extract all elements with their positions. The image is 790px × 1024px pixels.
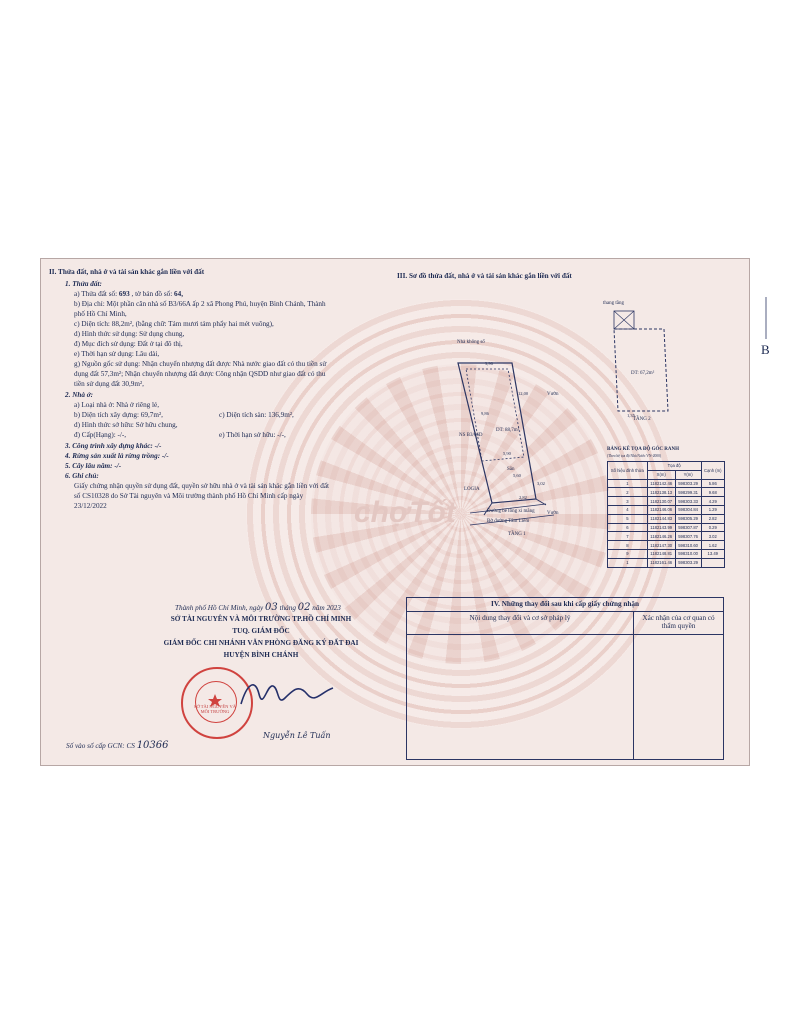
use-form: d) Hình thức sử dụng: Sử dụng chung, xyxy=(74,330,185,338)
dim-5: 3,02 xyxy=(537,481,545,486)
floor2-label: TẦNG 2 xyxy=(633,417,651,422)
coord-row xyxy=(608,523,725,532)
coord-cell: 3.02 xyxy=(701,532,724,541)
coord-row xyxy=(608,479,725,488)
loggia-label: LOGIA xyxy=(464,487,480,492)
coord-cell: 2.82 xyxy=(701,514,724,523)
garden-label-1: Vườn xyxy=(547,392,559,397)
origin-line-2: dụng đất 57,3m²; Nhận chuyển nhượng đất được Công nhận QSDD như giao đất có thu xyxy=(74,370,326,378)
coordinate-table xyxy=(607,461,725,568)
coord-cell: 1182144.83 xyxy=(647,514,675,523)
coord-cell: 1182130.07 xyxy=(647,497,675,506)
coord-cell: 598303.33 xyxy=(675,497,701,506)
section2-heading: II. Thửa đất, nhà ở và tài sản khác gắn liền với đất xyxy=(49,268,205,276)
coord-cell: 7 xyxy=(608,532,648,541)
signer-name: Nguyễn Lê Tuấn xyxy=(263,731,331,740)
coord-cell: 0.29 xyxy=(701,523,724,532)
north-label: B xyxy=(761,342,770,357)
coord-col-coord: Tọa độ xyxy=(647,462,701,471)
coord-cell: 1.29 xyxy=(701,505,724,514)
house-type: a) Loại nhà ở: Nhà ở riêng lẻ, xyxy=(74,401,160,409)
address-line-1: b) Địa chỉ: Một phần căn nhà số B3/66A ấp 2 xã Phong Phú, huyện Bình Chánh, Thành xyxy=(74,300,326,308)
tuq-title: TUQ. GIÁM ĐỐC xyxy=(232,627,290,635)
road-label-1: Đường bê tông xi măng xyxy=(487,509,535,514)
coord-row xyxy=(608,488,725,497)
neighbor-top: Nhà không số xyxy=(457,340,485,345)
coord-cell: 1182142.46 xyxy=(647,479,675,488)
coord-cell: 598299.31 xyxy=(675,488,701,497)
note-line-3: 23/12/2022 xyxy=(74,502,107,510)
origin-line-3: tiền sử dụng đất 30,9m², xyxy=(74,380,144,388)
coord-col-length: Cạnh (m) xyxy=(701,462,724,480)
stair-label: thang tầng xyxy=(603,301,624,306)
coord-row xyxy=(608,532,725,541)
district-name: HUYỆN BÌNH CHÁNH xyxy=(223,651,299,659)
neighbor-left: NS B3/66D xyxy=(459,433,483,438)
coord-row xyxy=(608,541,725,550)
coord-title: BẢNG KÊ TỌA ĐỘ GÓC RANH xyxy=(607,447,679,452)
coord-cell: 598310.60 xyxy=(675,541,701,550)
coord-col-y: Y(m) xyxy=(675,470,701,479)
coord-cell: 1 xyxy=(608,558,648,567)
coord-cell: 1 xyxy=(608,479,648,488)
floor1-label: TẦNG 1 xyxy=(508,532,526,537)
address-line-2: phố Hồ Chí Minh, xyxy=(74,310,127,318)
planted-forest: 4. Rừng sản xuất là rừng trồng: -/- xyxy=(65,452,169,460)
coord-cell: 4.29 xyxy=(701,497,724,506)
register-number: Số vào sổ cấp GCN: CS 10366 xyxy=(66,740,169,751)
coord-cell: 13.49 xyxy=(701,549,724,558)
coord-cell: 598303.29 xyxy=(675,479,701,488)
changes-table xyxy=(406,597,724,760)
origin-line-1: g) Nguồn gốc sử dụng: Nhận chuyển nhượng đất được Nhà nước giao đất có thu tiền sử xyxy=(74,360,327,368)
coord-cell: 1.62 xyxy=(701,541,724,550)
house-floor-area: c) Diện tích sàn: 136,9m², xyxy=(219,411,294,419)
dim-6: 2,82 xyxy=(519,495,527,500)
col-authority-confirm: Xác nhận của cơ quan có thẩm quyền xyxy=(634,612,724,635)
coord-row xyxy=(608,558,725,567)
note-line-1: Giấy chứng nhận quyền sử dụng đất, quyền sở hữu nhà ở và tài sản khác gắn liền với đất xyxy=(74,482,330,490)
other-works: 3. Công trình xây dựng khác: -/- xyxy=(65,442,162,450)
stamp-text: SỞ TÀI NGUYÊN VÀ MÔI TRƯỜNG xyxy=(194,704,236,714)
coord-cell: 3 xyxy=(608,497,648,506)
change-content-cell xyxy=(407,635,634,760)
coord-cell: 8 xyxy=(608,541,648,550)
coord-row xyxy=(608,505,725,514)
coord-row xyxy=(608,549,725,558)
coordinate-rows xyxy=(608,479,725,567)
signature-mark xyxy=(237,664,347,724)
coord-subtitle: (Theo hệ tọa độ Nhà Nước VN-2000) xyxy=(607,454,662,458)
coord-cell: 5.86 xyxy=(701,479,724,488)
dim-3: 5,90 xyxy=(503,451,511,456)
coord-cell: 5 xyxy=(608,514,648,523)
coord-cell: 1182146.06 xyxy=(647,505,675,514)
issue-date: Thành phố Hồ Chí Minh, ngày 03 tháng 02 năm 2023 xyxy=(175,602,341,613)
house-ownership: d) Hình thức sở hữu: Sở hữu chung, xyxy=(74,421,178,429)
coord-cell: 4 xyxy=(608,505,648,514)
coord-cell: 598303.29 xyxy=(675,558,701,567)
coord-cell: 1182146.26 xyxy=(647,532,675,541)
coord-cell: 598307.87 xyxy=(675,523,701,532)
coord-cell xyxy=(701,558,724,567)
floor2-area: DT: 67,2m² xyxy=(631,371,655,376)
coord-cell: 1182138.13 xyxy=(647,488,675,497)
director-title: GIÁM ĐỐC CHI NHÁNH VĂN PHÒNG ĐĂNG KÝ ĐẤT ĐAI xyxy=(163,639,359,647)
land-title: 1. Thửa đất: xyxy=(65,280,102,288)
dim-7: 1,35 xyxy=(627,413,635,418)
dim-0: 3,96 xyxy=(485,361,493,366)
dim-1: 12,00 xyxy=(518,391,529,396)
certificate-sheet xyxy=(40,258,770,766)
coord-cell: 598305.29 xyxy=(675,514,701,523)
col-change-content: Nội dung thay đổi và cơ sở pháp lý xyxy=(407,612,634,635)
coord-cell: 6 xyxy=(608,523,648,532)
land-area: c) Diện tích: 88,2m², (bằng chữ: Tám mươi tám phẩy hai mét vuông), xyxy=(74,320,274,328)
house-title: 2. Nhà ở: xyxy=(65,391,94,399)
coord-cell: 9 xyxy=(608,549,648,558)
dim-2: 9,86 xyxy=(481,411,489,416)
section4-heading: IV. Những thay đổi sau khi cấp giấy chứng nhận xyxy=(407,598,724,612)
plot-area: DT: 88,7m² xyxy=(496,428,520,433)
dim-4: 5,60 xyxy=(513,473,521,478)
coord-cell: 1182148.81 xyxy=(647,549,675,558)
perennial-trees: 5. Cây lâu năm: -/- xyxy=(65,462,122,470)
use-purpose: đ) Mục đích sử dụng: Đất ở tại đô thị, xyxy=(74,340,183,348)
garden-label-2: Vườn xyxy=(547,511,559,516)
house-grade: đ) Cấp(Hạng): -/-, xyxy=(74,431,127,439)
house-term: e) Thời hạn sở hữu: -/-, xyxy=(219,431,286,439)
coord-cell: 9.68 xyxy=(701,488,724,497)
coord-cell: 1182161.46 xyxy=(647,558,675,567)
authority-confirm-cell xyxy=(634,635,724,760)
use-term: e) Thời hạn sử dụng: Lâu dài, xyxy=(74,350,160,358)
coord-col-x: X(m) xyxy=(647,470,675,479)
notes-title: 6. Ghi chú: xyxy=(65,472,99,480)
coord-cell: 598304.84 xyxy=(675,505,701,514)
section3-heading: III. Sơ đồ thửa đất, nhà ở và tài sản khác gắn liền với đất xyxy=(397,272,572,280)
coord-row xyxy=(608,514,725,523)
parcel-line: a) Thửa đất số: 693 , tờ bản đồ số: 64, xyxy=(74,290,183,298)
coord-cell: 1182147.30 xyxy=(647,541,675,550)
house-built-area: b) Diện tích xây dựng: 69,7m², xyxy=(74,411,163,419)
yard-label: Sân xyxy=(507,467,515,472)
coord-cell: 598307.76 xyxy=(675,532,701,541)
note-line-2: số CS10328 do Sở Tài nguyên và Môi trường thành phố Hồ Chí Minh cấp ngày xyxy=(74,492,304,500)
coord-col-point: Số hiệu đỉnh thửa xyxy=(608,462,648,480)
road-label-2: Bờ đường Tâm Liêm xyxy=(487,519,530,524)
coord-row xyxy=(608,497,725,506)
department-name: SỞ TÀI NGUYÊN VÀ MÔI TRƯỜNG TP.HỒ CHÍ MINH xyxy=(170,615,352,623)
coord-cell: 598310.00 xyxy=(675,549,701,558)
coord-cell: 2 xyxy=(608,488,648,497)
coord-cell: 1182143.99 xyxy=(647,523,675,532)
chotot-watermark: chợTốt xyxy=(354,496,456,529)
